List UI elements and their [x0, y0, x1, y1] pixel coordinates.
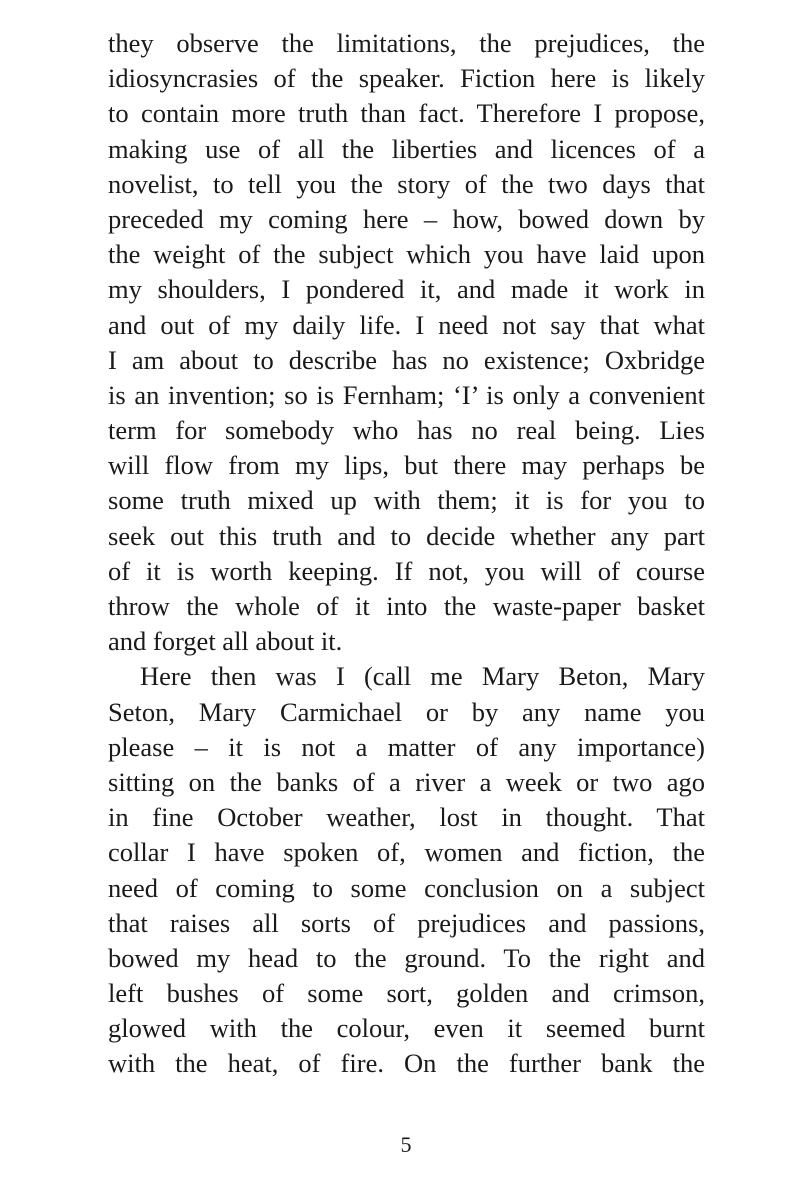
text-line: glowed with the colour, even it seemed burnt: [108, 1013, 705, 1044]
page-number: 5: [400, 1132, 412, 1157]
text-line: novelist, to tell you the story of the two days that: [108, 168, 705, 199]
text-line: and out of my daily life. I need not say that what: [108, 309, 705, 340]
text-line: that raises all sorts of prejudices and passions,: [108, 907, 705, 938]
text-line: my shoulders, I pondered it, and made it work in: [108, 274, 705, 305]
paragraph: [108, 26, 705, 659]
text-line: preceded my coming here – how, bowed down by: [108, 203, 705, 234]
text-line: is an invention; so is Fernham; ‘I’ is only a convenient: [108, 379, 705, 410]
text-line: sitting on the banks of a river a week or two ago: [108, 766, 705, 797]
text-line: the weight of the subject which you have laid upon: [108, 239, 705, 270]
text-line: left bushes of some sort, golden and crimson,: [108, 978, 705, 1009]
text-line: idiosyncrasies of the speaker. Fiction here is likely: [108, 63, 705, 94]
text-line: with the heat, of fire. On the further bank the: [108, 1048, 705, 1079]
text-line: please – it is not a matter of any importance): [108, 731, 705, 762]
text-line: throw the whole of it into the waste-paper basket: [108, 591, 705, 621]
text-line: making use of all the liberties and licences of a: [108, 133, 705, 164]
text-line: Seton, Mary Carmichael or by any name you: [108, 696, 705, 727]
text-line: seek out this truth and to decide whether any part: [108, 520, 705, 551]
text-line: term for somebody who has no real being. Lies: [108, 415, 705, 446]
text-line: some truth mixed up with them; it is for you to: [108, 485, 705, 516]
body-text: [108, 26, 705, 1082]
text-line: bowed my head to the ground. To the right and: [108, 942, 705, 973]
paragraph: [108, 659, 705, 1081]
text-line: collar I have spoken of, women and fiction, the: [108, 837, 705, 868]
text-line: they observe the limitations, the prejudices, the: [108, 28, 705, 58]
text-line: will flow from my lips, but there may perhaps be: [108, 450, 705, 481]
text-line: Here then was I (call me Mary Beton, Mary: [140, 661, 705, 692]
text-line: in fine October weather, lost in thought. That: [108, 802, 705, 833]
text-line: of it is worth keeping. If not, you will of course: [108, 555, 705, 586]
text-line: I am about to describe has no existence; Oxbridge: [108, 344, 705, 375]
text-line: and forget all about it.: [108, 626, 343, 657]
text-line: need of coming to some conclusion on a subject: [108, 872, 705, 903]
text-line: to contain more truth than fact. Therefore I propose,: [108, 98, 705, 129]
